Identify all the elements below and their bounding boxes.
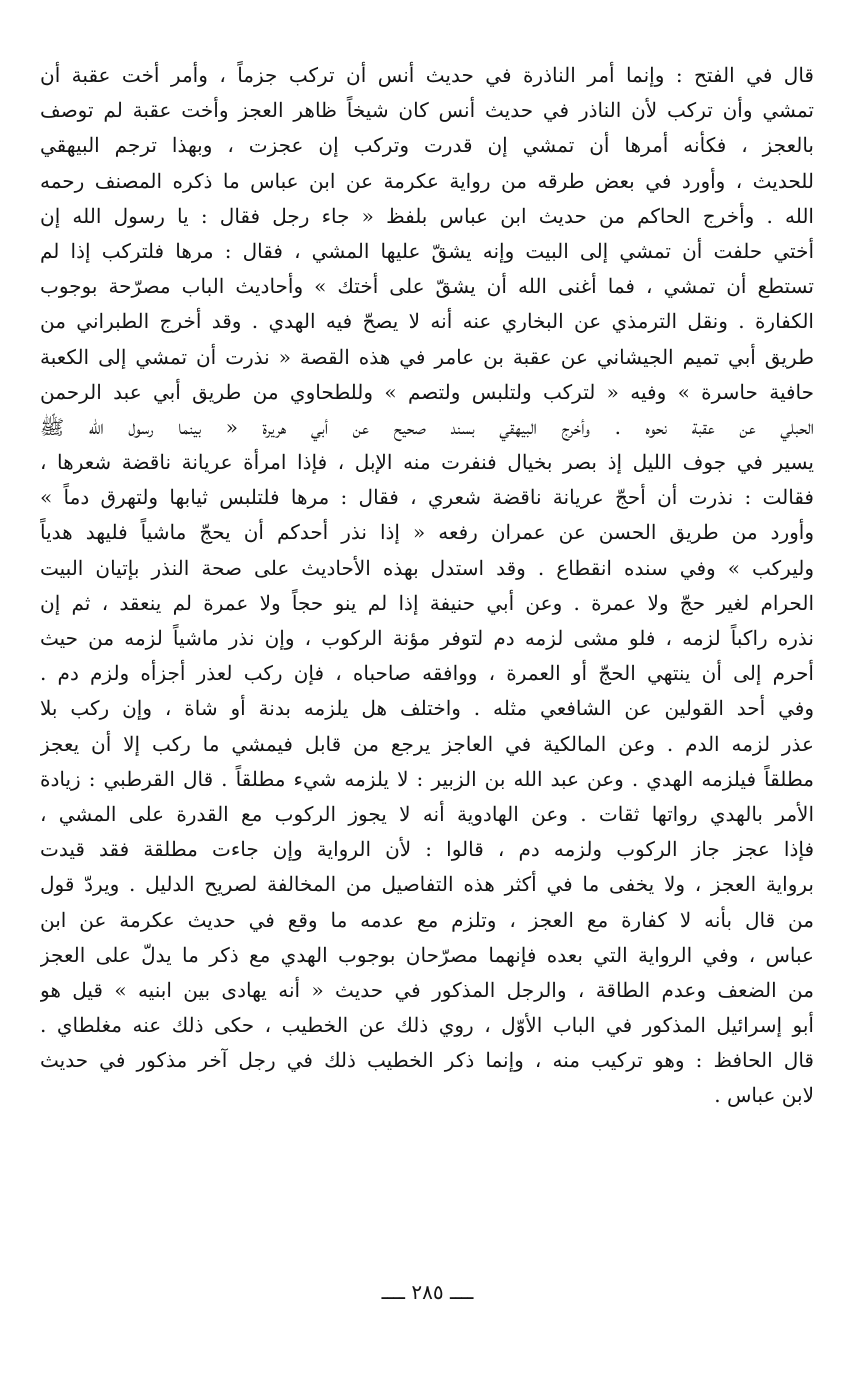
text-line-22: الأمر بالهدي رواتها ثقات . وعن الهادوية أنه لا يجوز الركوب مع القدرة على المشي ، (40, 801, 814, 826)
text-line-26: عباس ، وفي الرواية التي بعده فإنهما مصرّحان بوجوب الهدي مع ذكر ما يدلّ على العجز (40, 942, 814, 967)
page-number: ــــ ٢٨٥ ــــ (381, 1280, 474, 1304)
text-line-29: قال الحافظ : وهو تركيب منه ، وإنما ذكر الخطيب ذلك في رجل آخر مذكور في حديث (40, 1048, 814, 1073)
text-line-15: وليركب » وفي سنده انقطاع . وقد استدل بهذه الأحاديث على صحة النذر بإتيان البيت (40, 555, 814, 580)
text-line-24: برواية العجز ، ولا يخفى ما في أكثر هذه التفاصيل من المخالفة لصريح الدليل . ويردّ قول (40, 872, 814, 897)
text-line-6: أختي حلفت أن تمشي إلى البيت وإنه يشقّ عليها المشي ، فقال : مرها فلتركب إذا لم (40, 238, 814, 263)
text-line-17: نذره راكباً لزمه ، فلو مشى لزمه دم لتوفر مؤنة الركوب ، وإن نذر ماشياً لزمه من حيث (40, 626, 814, 650)
text-line-2: تمشي وأن تركب لأن الناذر في حديث أنس كان شيخاً ظاهر العجز وأخت عقبة لم توصف (40, 98, 814, 123)
text-line-16: الحرام لغير حجّ ولا عمرة . وعن أبي حنيفة إذا لم ينو حجاً ولا عمرة لم ينعقد ، ثم إن (40, 590, 814, 615)
text-line-25: من قال بأنه لا كفارة مع العجز ، وتلزم مع عدمه ما وقع في حديث عكرمة عن ابن (40, 907, 814, 932)
text-line-3: بالعجز ، فكأنه أمرها أن تمشي إن قدرت وتركب إن عجزت ، وبهذا ترجم البيهقي (40, 133, 814, 158)
text-line-13: فقالت : نذرت أن أحجّ عريانة ناقضة شعري ، فقال : مرها فلتلبس ثيابها ولتهرق دماً » (40, 485, 814, 510)
text-line-23: فإذا عجز جاز الركوب ولزمه دم ، قالوا : لأن الرواية وإن جاءت مطلقة فقد قيدت (40, 837, 814, 862)
text-line-14: وأورد من طريق الحسن عن عمران رفعه « إذا نذر أحدكم أن يحجّ ماشياً فليهد هدياً (40, 520, 814, 545)
text-line-28: أبو إسرائيل المذكور في الباب الأوّل ، روي ذلك عن الخطيب ، حكى ذلك عنه مغلطاي . (40, 1013, 814, 1038)
text-line-21: مطلقاً فيلزمه الهدي . وعن عبد الله بن الزبير : لا يلزمه شيء مطلقاً . قال القرطبي : زيادة (40, 766, 814, 791)
page-body (40, 58, 814, 1114)
text-line-8: الكفارة . ونقل الترمذي عن البخاري عنه أنه لا يصحّ فيه الهدي . وقد أخرج الطبراني من (40, 309, 814, 334)
text-line-4: للحديث ، وأورد في بعض طرقه من رواية عكرمة عن ابن عباس ما ذكره المصنف رحمه (40, 168, 814, 193)
text-line-20: عذر لزمه الدم . وعن المالكية في العاجز يرجع من قابل فيمشي ما ركب إلا أن يعجز (40, 731, 814, 756)
text-line-9: طريق أبي تميم الجيشاني عن عقبة بن عامر في هذه القصة « نذرت أن تمشي إلى الكعبة (40, 344, 814, 369)
text-line-1: قال في الفتح : وإنما أمر الناذرة في حديث أنس أن تركب جزماً ، وأمر أخت عقبة أن (40, 63, 814, 87)
text-line-27: من الضعف وعدم الطاقة ، والرجل المذكور في حديث « أنه يهادى بين ابنيه » قيل هو (40, 977, 814, 1002)
text-line-5: الله . وأخرج الحاكم من حديث ابن عباس بلفظ « جاء رجل فقال : يا رسول الله إن (40, 203, 814, 228)
text-line-12: يسير في جوف الليل إذ بصر بخيال فنفرت منه الإبل ، فإذا امرأة عريانة ناقضة شعرها ، (40, 450, 814, 475)
text-line-11: الحبلي عن عقبة نحوه . وأخرج البيهقي بسند صحيح عن أبي هريرة « بينما رسول الله ﷺ (40, 414, 814, 439)
text-line-18: أحرم إلى أن ينتهي الحجّ أو العمرة ، ووافقه صاحباه ، فإن ركب لعذر أجزأه ولزم دم . (40, 661, 814, 686)
text-line-19: وفي أحد القولين عن الشافعي مثله . واختلف هل يلزمه بدنة أو شاة ، وإن ركب بلا (40, 696, 814, 721)
text-line-30: لابن عباس . (714, 1083, 814, 1108)
text-line-7: تستطع أن تمشي ، فما أغنى الله أن يشقّ على أختك » وأحاديث الباب مصرّحة بوجوب (40, 274, 814, 299)
text-line-10: حافية حاسرة » وفيه « لتركب ولتلبس ولتصم » وللطحاوي من طريق أبي عبد الرحمن (40, 379, 814, 404)
